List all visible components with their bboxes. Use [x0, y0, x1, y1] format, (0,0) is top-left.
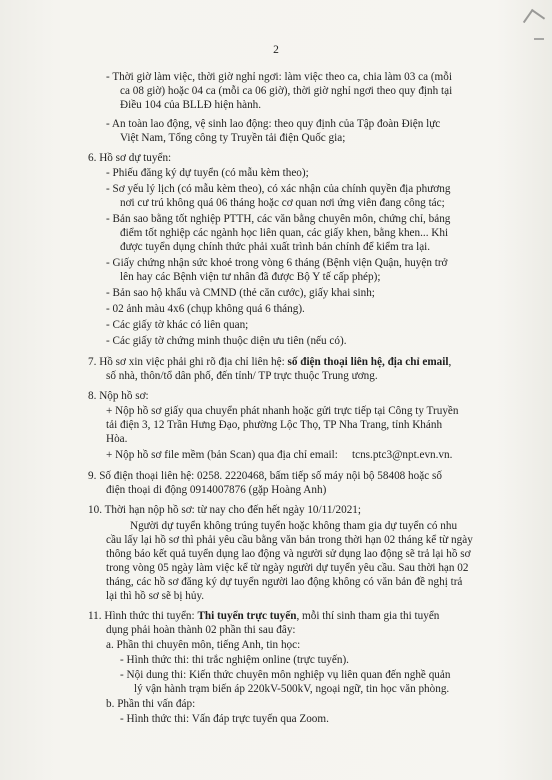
bold-text-run: Thi tuyển trực tuyến: [197, 610, 297, 622]
text-line: - Các giấy tờ chứng minh thuộc diện ưu tiên (nếu có).: [106, 335, 347, 347]
text-line: - Bản sao bằng tốt nghiệp PTTH, các văn bằng chuyên môn, chứng chỉ, bảng: [106, 213, 451, 225]
text-line: - Thời giờ làm việc, thời giờ nghỉ ngơi: làm việc theo ca, chia làm 03 ca (mỗi: [106, 71, 452, 83]
text-line: - Bản sao hộ khẩu và CMND (thẻ căn cước), giấy khai sinh;: [106, 287, 375, 299]
section-heading: 8. Nộp hồ sơ:: [88, 390, 149, 402]
text-line: Người dự tuyển không trúng tuyển hoặc không tham gia dự tuyển có nhu: [130, 520, 458, 532]
text-line: được tuyển dụng chính thức phải xuất trình bản chính để kiểm tra lại.: [120, 241, 431, 253]
text-line: số nhà, thôn/tổ dân phố, đến tỉnh/ TP trực thuộc Trung ương.: [106, 370, 378, 382]
text-line: Việt Nam, Tổng công ty Truyền tải điện Quốc gia;: [120, 132, 346, 144]
text-line: trong vòng 05 ngày làm việc kể từ ngày người dự tuyển yêu cầu. Sau thời hạn 02: [106, 562, 469, 574]
text-line: lên hay các Bệnh viện tư nhân đã được Bộ Y tế cấp phép);: [120, 271, 381, 283]
subsection-heading: b. Phần thi vấn đáp:: [106, 698, 196, 710]
text-line: 9. Số điện thoại liên hệ: 0258. 2220468, bấm tiếp số máy nội bộ 58408 hoặc số: [88, 470, 442, 482]
email-address: tcns.ptc3@npt.evn.vn.: [352, 449, 453, 461]
text-line: điểm tốt nghiệp các ngành học liên quan, các giấy khen, bằng khen... Khi: [120, 227, 449, 239]
text-run: 7. Hồ sơ xin việc phải ghi rõ địa chỉ liên hệ:: [88, 356, 288, 368]
page-number: 2: [273, 44, 279, 56]
bold-text-run: số điện thoại liên hệ, địa chỉ email: [287, 356, 449, 368]
margin-mark: [534, 38, 544, 40]
text-line: cầu lấy lại hồ sơ thì phải yêu cầu bằng văn bản trong thời hạn 02 tháng kể từ ngày: [106, 534, 473, 546]
text-line: điện thoại di động 0914007876 (gặp Hoàng Anh): [106, 484, 327, 496]
text-line: - Phiếu đăng ký dự tuyển (có mẫu kèm theo);: [106, 167, 309, 179]
section-heading: 6. Hồ sơ dự tuyển:: [88, 152, 172, 164]
text-line: - Nội dung thi: Kiến thức chuyên môn nghiệp vụ liên quan đến nghề quản: [120, 669, 451, 681]
subsection-heading: a. Phần thi chuyên môn, tiếng Anh, tin học:: [106, 639, 301, 651]
text-run: 11. Hình thức thi tuyển:: [88, 610, 198, 622]
text-run: ,: [448, 356, 452, 368]
text-line: - Các giấy tờ khác có liên quan;: [106, 319, 249, 331]
text-line: Điều 104 của BLLĐ hiện hành.: [120, 99, 262, 111]
text-line: - Hình thức thi: Vấn đáp trực tuyến qua Zoom.: [120, 713, 329, 725]
text-line: tải điện 3, 12 Trần Hưng Đạo, phường Lộc Thọ, TP Nha Trang, tỉnh Khánh: [106, 419, 443, 431]
text-line: ca 08 giờ) hoặc 04 ca (mỗi ca 06 giờ), thời giờ nghỉ ngơi theo quy định tại: [120, 85, 453, 97]
text-line: lý vận hành trạm biến áp 220kV-500kV, ngoại ngữ, tin học văn phòng.: [134, 683, 450, 695]
text-line: Hòa.: [106, 433, 128, 445]
corner-mark: [523, 9, 545, 31]
text-line: thông báo kết quả tuyển dụng lao động và người sử dụng lao động sẽ trả lại hồ sơ: [106, 548, 471, 560]
text-line: - Giấy chứng nhận sức khoẻ trong vòng 6 tháng (Bệnh viện Quận, huyện trở: [106, 257, 448, 269]
text-run: , mỗi thí sinh tham gia thi tuyển: [296, 610, 440, 622]
text-line: dụng phải hoàn thành 02 phần thi sau đây:: [106, 624, 296, 636]
text-line: tháng, các hồ sơ đăng ký dự tuyển người lao động không có văn bản đề nghị trả: [106, 576, 463, 588]
text-line: - Hình thức thi: thi trắc nghiệm online (trực tuyến).: [120, 654, 349, 666]
text-line: + Nộp hồ sơ file mềm (bản Scan) qua địa chỉ email:: [106, 449, 338, 461]
text-line: - 02 ảnh màu 4x6 (chụp không quá 6 tháng).: [106, 303, 305, 315]
text-line: + Nộp hồ sơ giấy qua chuyển phát nhanh hoặc gửi trực tiếp tại Công ty Truyền: [106, 405, 459, 417]
text-line: - An toàn lao động, vệ sinh lao động: theo quy định của Tập đoàn Điện lực: [106, 118, 441, 130]
text-line: lại thì hồ sơ sẽ bị hủy.: [106, 590, 205, 602]
text-line: - Sơ yếu lý lịch (có mẫu kèm theo), có xác nhận của chính quyền địa phương: [106, 183, 451, 195]
text-line: 10. Thời hạn nộp hồ sơ: từ nay cho đến hết ngày 10/11/2021;: [88, 504, 362, 516]
text-line: nơi cư trú không quá 06 tháng hoặc cơ quan nơi ứng viên đang công tác;: [120, 197, 445, 209]
section-11-line: [88, 609, 439, 623]
section-7-line: [88, 355, 451, 369]
